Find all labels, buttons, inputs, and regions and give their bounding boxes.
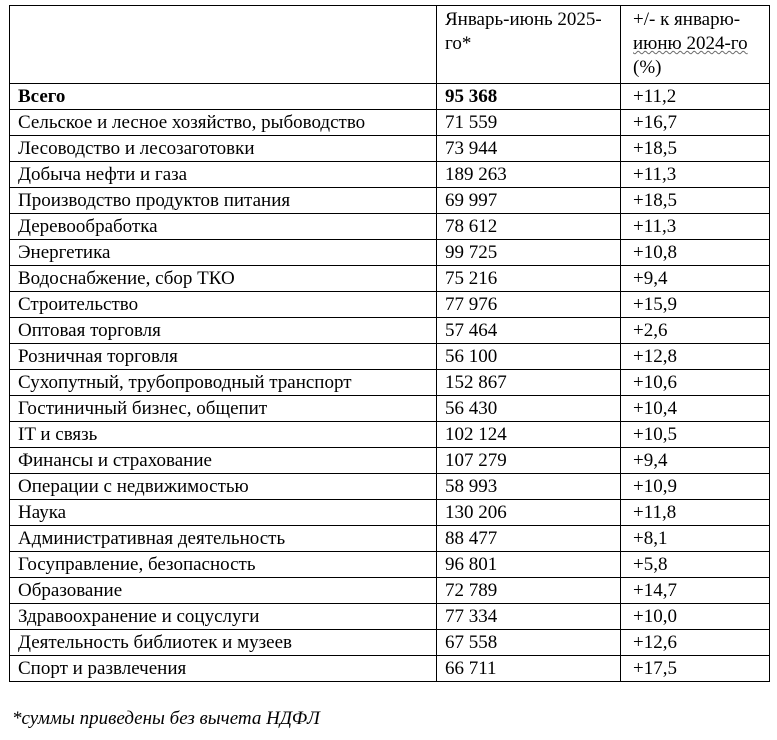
industry-name-cell: Строительство bbox=[10, 292, 437, 318]
salary-value-cell: 152 867 bbox=[437, 370, 621, 396]
table-header-row bbox=[10, 6, 770, 84]
salary-value-cell: 58 993 bbox=[437, 474, 621, 500]
header-category-cell bbox=[10, 6, 437, 84]
industry-name-cell: Сухопутный, трубопроводный транспорт bbox=[10, 370, 437, 396]
change-percent-cell: +9,4 bbox=[621, 266, 770, 292]
table-row bbox=[10, 266, 770, 292]
salary-value-cell: 66 711 bbox=[437, 656, 621, 682]
salary-value-cell: 99 725 bbox=[437, 240, 621, 266]
change-percent-cell: +10,5 bbox=[621, 422, 770, 448]
salary-value-cell: 56 100 bbox=[437, 344, 621, 370]
salary-value-cell: 96 801 bbox=[437, 552, 621, 578]
change-percent-cell: +11,8 bbox=[621, 500, 770, 526]
table-row bbox=[10, 422, 770, 448]
table-row bbox=[10, 656, 770, 682]
salary-value-cell: 130 206 bbox=[437, 500, 621, 526]
change-percent-cell: +11,2 bbox=[621, 84, 770, 110]
salary-value-cell: 73 944 bbox=[437, 136, 621, 162]
change-percent-cell: +18,5 bbox=[621, 136, 770, 162]
salary-value-cell: 57 464 bbox=[437, 318, 621, 344]
table-row-total bbox=[10, 84, 770, 110]
industry-name-cell: Административная деятельность bbox=[10, 526, 437, 552]
salary-table bbox=[9, 5, 770, 682]
table-row bbox=[10, 474, 770, 500]
change-percent-cell: +15,9 bbox=[621, 292, 770, 318]
table-row bbox=[10, 604, 770, 630]
industry-name-cell: Гостиничный бизнес, общепит bbox=[10, 396, 437, 422]
salary-value-cell: 77 334 bbox=[437, 604, 621, 630]
industry-name-cell: Энергетика bbox=[10, 240, 437, 266]
table-row bbox=[10, 162, 770, 188]
table-row bbox=[10, 552, 770, 578]
header-change-line2: июню 2024-го bbox=[633, 33, 748, 54]
salary-value-cell: 189 263 bbox=[437, 162, 621, 188]
change-percent-cell: +10,4 bbox=[621, 396, 770, 422]
salary-value-cell: 78 612 bbox=[437, 214, 621, 240]
table-row bbox=[10, 526, 770, 552]
industry-name-cell: Производство продуктов питания bbox=[10, 188, 437, 214]
change-percent-cell: +14,7 bbox=[621, 578, 770, 604]
industry-name-cell: Деятельность библиотек и музеев bbox=[10, 630, 437, 656]
change-percent-cell: +10,0 bbox=[621, 604, 770, 630]
salary-value-cell: 88 477 bbox=[437, 526, 621, 552]
industry-name-cell: Образование bbox=[10, 578, 437, 604]
header-change-cell bbox=[621, 6, 770, 84]
change-percent-cell: +12,6 bbox=[621, 630, 770, 656]
table-row bbox=[10, 292, 770, 318]
table-row bbox=[10, 188, 770, 214]
change-percent-cell: +10,6 bbox=[621, 370, 770, 396]
change-percent-cell: +11,3 bbox=[621, 214, 770, 240]
salary-value-cell: 107 279 bbox=[437, 448, 621, 474]
salary-value-cell: 95 368 bbox=[437, 84, 621, 110]
change-percent-cell: +2,6 bbox=[621, 318, 770, 344]
industry-name-cell: Всего bbox=[10, 84, 437, 110]
salary-value-cell: 71 559 bbox=[437, 110, 621, 136]
change-percent-cell: +10,9 bbox=[621, 474, 770, 500]
change-percent-cell: +9,4 bbox=[621, 448, 770, 474]
industry-name-cell: Добыча нефти и газа bbox=[10, 162, 437, 188]
table-row bbox=[10, 344, 770, 370]
change-percent-cell: +5,8 bbox=[621, 552, 770, 578]
change-percent-cell: +12,8 bbox=[621, 344, 770, 370]
industry-name-cell: Оптовая торговля bbox=[10, 318, 437, 344]
table-row bbox=[10, 396, 770, 422]
table-row bbox=[10, 318, 770, 344]
table-row bbox=[10, 240, 770, 266]
change-percent-cell: +18,5 bbox=[621, 188, 770, 214]
table-row bbox=[10, 630, 770, 656]
table-row bbox=[10, 110, 770, 136]
header-period-cell: Январь-июнь 2025-го* bbox=[437, 6, 621, 84]
salary-value-cell: 67 558 bbox=[437, 630, 621, 656]
table-row bbox=[10, 578, 770, 604]
industry-name-cell: Здравоохранение и соцуслуги bbox=[10, 604, 437, 630]
industry-name-cell: Наука bbox=[10, 500, 437, 526]
industry-name-cell: Водоснабжение, сбор ТКО bbox=[10, 266, 437, 292]
salary-value-cell: 75 216 bbox=[437, 266, 621, 292]
industry-name-cell: Госуправление, безопасность bbox=[10, 552, 437, 578]
industry-name-cell: IT и связь bbox=[10, 422, 437, 448]
salary-value-cell: 72 789 bbox=[437, 578, 621, 604]
industry-name-cell: Финансы и страхование bbox=[10, 448, 437, 474]
salary-value-cell: 69 997 bbox=[437, 188, 621, 214]
industry-name-cell: Спорт и развлечения bbox=[10, 656, 437, 682]
table-row bbox=[10, 448, 770, 474]
table-row bbox=[10, 500, 770, 526]
table-row bbox=[10, 214, 770, 240]
industry-name-cell: Розничная торговля bbox=[10, 344, 437, 370]
footnote: *суммы приведены без вычета НДФЛ bbox=[12, 708, 320, 729]
industry-name-cell: Операции с недвижимостью bbox=[10, 474, 437, 500]
industry-name-cell: Сельское и лесное хозяйство, рыбоводство bbox=[10, 110, 437, 136]
industry-name-cell: Деревообработка bbox=[10, 214, 437, 240]
salary-value-cell: 56 430 bbox=[437, 396, 621, 422]
salary-value-cell: 77 976 bbox=[437, 292, 621, 318]
header-change-line1: +/- к январю- bbox=[633, 9, 741, 30]
change-percent-cell: +17,5 bbox=[621, 656, 770, 682]
change-percent-cell: +10,8 bbox=[621, 240, 770, 266]
change-percent-cell: +11,3 bbox=[621, 162, 770, 188]
industry-name-cell: Лесоводство и лесозаготовки bbox=[10, 136, 437, 162]
table-row bbox=[10, 370, 770, 396]
table-body bbox=[10, 84, 770, 682]
header-change-line3: (%) bbox=[633, 57, 662, 78]
change-percent-cell: +16,7 bbox=[621, 110, 770, 136]
table-row bbox=[10, 136, 770, 162]
change-percent-cell: +8,1 bbox=[621, 526, 770, 552]
salary-value-cell: 102 124 bbox=[437, 422, 621, 448]
